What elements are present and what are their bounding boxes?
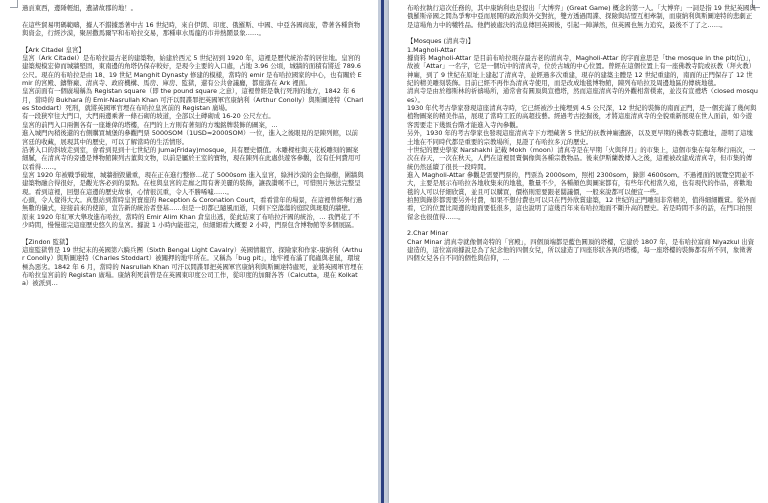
paragraph: 皇宮的前門入口兩側各有一座雄偉的塔樓，在門的上方則有著刻的方塊銘牌裝飾的圖案，… <box>22 120 278 129</box>
paragraph: 皇宮 1920 年被戰爭破壞，城牆損毀嚴重，現在正在進行整修…花了 5000som 進入皇宮，綠洲沙漠的金色綠樹，圍牆與建築物融合得很好，是觀光客必到的景點。在柱與皇宮的走廊之間有著美麗的裝飾，讓我讚嘆不已，可惜照片無法完整呈現。看到這裡，回想在這邊的歷史故事，心情很沉重，令人不勝唏噓……。 <box>22 170 364 196</box>
paragraph: 十世紀的歷史學家 Narshakhi 記載 Mokh（moon）清真寺是在早期「火與拜月」的市集上，這個市集在每年舉行兩次，一次在春天，一次在秋天，人們在這裡買賣偶像與各種宗教物品。後來伊斯蘭教傳入之後，這裡被改建成清真寺，但市集的傳統仍然延續了很長一段時間。 <box>407 145 756 171</box>
paragraph: 心頭，令人覺得大大。真想站到當時皇宮寶座的 Reception & Coronation Court，看看當年的場景，在這裡曾經舉行過無數的儀式，迎接前來的使節，宣告新的統治者登基……但是一切都已隨風而逝，只剩下空蕩蕩的庭院與斑駁的牆壁。 <box>22 195 363 213</box>
paragraph: 皇宮（Ark Citadel）是布哈拉最古老的建築物，始建於西元 5 世紀初到 1920 年，這裡是歷代統治者的居住地。皇宮的建築規模宏偉而城牆堅固，東南邊的角塔仍保存較好，是現今主要的入口處，占地 3.96 公頃，城牆的面積有將近 789.6 公尺。現在的布哈拉是由 18、19 世紀 Manghit Dynasty 修建的模樣，當時的 emir 是布哈拉國家的中心，也有關於 Emir 的宮殿、鑄幣廠、清真寺、政府機構、馬房、庫房、監獄，還有公共會議廳，都座落在 Ark 裡面。 <box>22 54 362 88</box>
paragraph <box>22 37 364 45</box>
page-content-left <box>22 4 364 288</box>
paragraph: 布哈拉執行這次任務的，其中康納利也是提出「大博弈」(Great Game) 概念的第一人。「大博弈」一詞是指 19 世紀英國與俄羅斯帝國之間為爭奪中亞而展開的政治與外交對抗，雙方透過間諜、探險與結盟互相牽制，而康納利與斯圖達特的悲劇正是這場角力中的犧牲品。他們被處決的消息傳回英國後，引起一陣譁然，但英國也無力追究，最後不了了之……。 <box>407 4 756 29</box>
paragraph: 1930 年代考古學家發現這座清真寺時，它已經被沙土掩埋到 4.5 公尺深，12 世紀的裝飾的南面正門，是一個充滿了幾何與植物圖案的精美作品，展現了當時工匠的高超技藝。經過考古挖掘後，才將這座清真寺的全貌重新展現在世人面前，如今遊客需要走下幾級台階才能進入寺內參觀。 <box>407 104 757 129</box>
paragraph: 拍照與錄影都需要另外付費，如果不想付費也可以只在門外欣賞建築，12 世紀的正門雕刻非常精美，值得細細觀賞。從外面看，它的位置比周邊的地面要低很多，這也說明了這幾百年來布哈拉地面不斷升高的歷史。若是時間不多的話，在門口拍照留念也很值得……。 <box>407 195 756 221</box>
paragraph: 有一段狹窄往大門口，大門兩邊乘著一條石砌的坡道，全部以土磚砌成 16-20 公尺左右。 <box>22 112 275 121</box>
paragraph: 【Zindon 監獄】 <box>22 237 72 246</box>
paragraph: 沿著入口的斜坡走到室，會看到見到十七世紀的 Juma(Friday)mosque，具有歷史價值。木雕樑柱與天花板雕刻的圖案細膩，在清真寺的旁邊是博物館陳列古董與文物，以前是屬於王室的寶物，現在陳列在此處供遊客參觀，沒有任何費用可以看得……。 <box>22 145 361 171</box>
paragraph: 另外，1930 年的考古學家也發現這座清真寺下方埋藏著 5 世紀的祆教神廟遺跡，以及更早期的佛教寺院遺址，證明了這塊土地在不同時代都是重要的宗教場所，見證了布哈拉多元的歷史。 <box>407 129 753 146</box>
paragraph: 在這些貿易明碼範疇，據人不錯據悉著中古 16 世紀時，來自伊朗、印度、俄羅斯、中國、中亞各國商旅，帶著各種貨物與資金，行經沙漠，聚居撒馬爾罕和布哈拉交易，那種車水馬龍的市井熱鬧景象……。 <box>22 20 361 38</box>
page-divider <box>381 0 384 503</box>
document-page-right <box>389 0 768 503</box>
paragraph: 進入城門內稍後還的右側購買城堡的參觀門票 5000SOM（1USD≈2000SOM）一位，進入之後眼見的是陳列館，以前宮廷的收藏，展現其中的歷史，可以了解當時的生活情形。 <box>22 129 359 146</box>
paragraph: 【Ark Citadel 皇宮】 <box>22 45 85 54</box>
paragraph: 這座監獄曾是 19 世紀末的英國第六騎兵團（Sixth Bengal Light Cavalry）英國情報官、探險家和作家-康納利（Arthur Conolly）與斯圖達特（Charles Stoddart）被關押的地牢所在。又稱為「bug pit」，地牢裡布滿了爬蟲與老鼠，環境極為惡劣。1842 年 6 月，當時的 Nasrullah Khan 可汗以間諜罪把英國軍官康納利與斯圖達特處死，並將英國軍官埋在布哈拉皇宮前的 Registan 廣場。康納利死前曾是在英國東印度公司工作，從印度的加爾各答（Calcutta，現在 Kolkata）被派到… <box>22 245 363 288</box>
paragraph: 2.Char Minar <box>407 229 449 238</box>
paragraph <box>22 12 364 20</box>
paragraph: Char Minar 清真寺就像個奇特的「宮殿」，四個頂端都是藍色圓頂的塔樓，它建於 1807 年，是布哈拉富商 Niyazkul 出資建造的，這位富商據說是為了紀念他的四個女兒，所以建造了四座形狀各異的塔樓，每一座塔樓的裝飾都有所不同，象徵著四個女兒各自不同的個性與信仰，… <box>407 237 755 263</box>
page-content-right <box>407 4 758 263</box>
margin-corner-mark <box>10 0 18 8</box>
paragraph: 進入 Magholi-Attar 參觀是需要門票的，門票為 2000som，照相 2300som，錄影 4600som。不過裡面的展覽空間並不大，主要是展示布哈拉各地收集來的地毯，數量不少，各種顏色與圖案都有，有些年代相當久遠，也有現代的作品，喜歡地毯的人可以仔細欣賞，並且可以購買，價格則需要跟老闆議價，一般來說都可以便宜一些。 <box>407 170 754 196</box>
paragraph: 清真寺是由於穆斯林的祈禱場所，通常會有圓頂與宣禮塔，然而這座清真寺的外觀相當樸素，並沒有宣禮塔（closed mosques）。 <box>407 87 758 104</box>
paragraph: 皇宮前面有一個廣場稱為 Registan square（即 the pound square 之意），這裡曾經是執行死刑的地方，1842 年 6 月，當時的 Bukhara 的 Emir-Nasrullah Khan 可汗以間諜罪把英國軍官康納利（Arthur Conolly）與斯圖達特（Charles Stoddart）死刑，就將英國軍官埋在布哈拉皇宮前的 Registan 廣場。 <box>22 87 364 113</box>
paragraph <box>407 221 758 229</box>
document-page-left <box>0 0 378 503</box>
paragraph <box>22 229 364 237</box>
paragraph: 據資料 Magholi-Attar 是目前布哈拉現存最古老的清真寺，Magholi-Attar 的字面意思是「the mosque in the pit(坑)」，故被「Attar」一名字，它是一個坑中的清真寺，位於古城的中心位置。曾經在這個位置上有一座佛教寺院或祆教（拜火教）神廟，到了 9 世紀在原址上建起了清真寺，並經過多次重建，現存的建築主體是 12 世紀重建的，南面的正門保存了 12 世紀的精美雕刻裝飾。目前已經不再作為清真寺使用，而是改成地毯博物館，陳列布哈拉及周邊地區的傳統地毯。 <box>407 54 756 88</box>
paragraph: 過貢東西，邊陲輕紐，遺諸故郡的地！。 <box>22 4 138 12</box>
paragraph: 原來 1920 年紅軍大舉攻進布哈拉，當時的 Emir Alim Khan 倉皇出逃，從此結束了布哈拉汗國的統治，… 我們花了不少時間，慢慢逛完這座歷史悠久的皇宮。據說 1 小時內能逛完，但細細看大概要 2 小時，門票包含博物館等多個展區。 <box>22 212 360 229</box>
paragraph: 1.Magholi-Attar <box>407 45 457 54</box>
paragraph: 【Mosques (清真寺)】 <box>407 37 475 46</box>
